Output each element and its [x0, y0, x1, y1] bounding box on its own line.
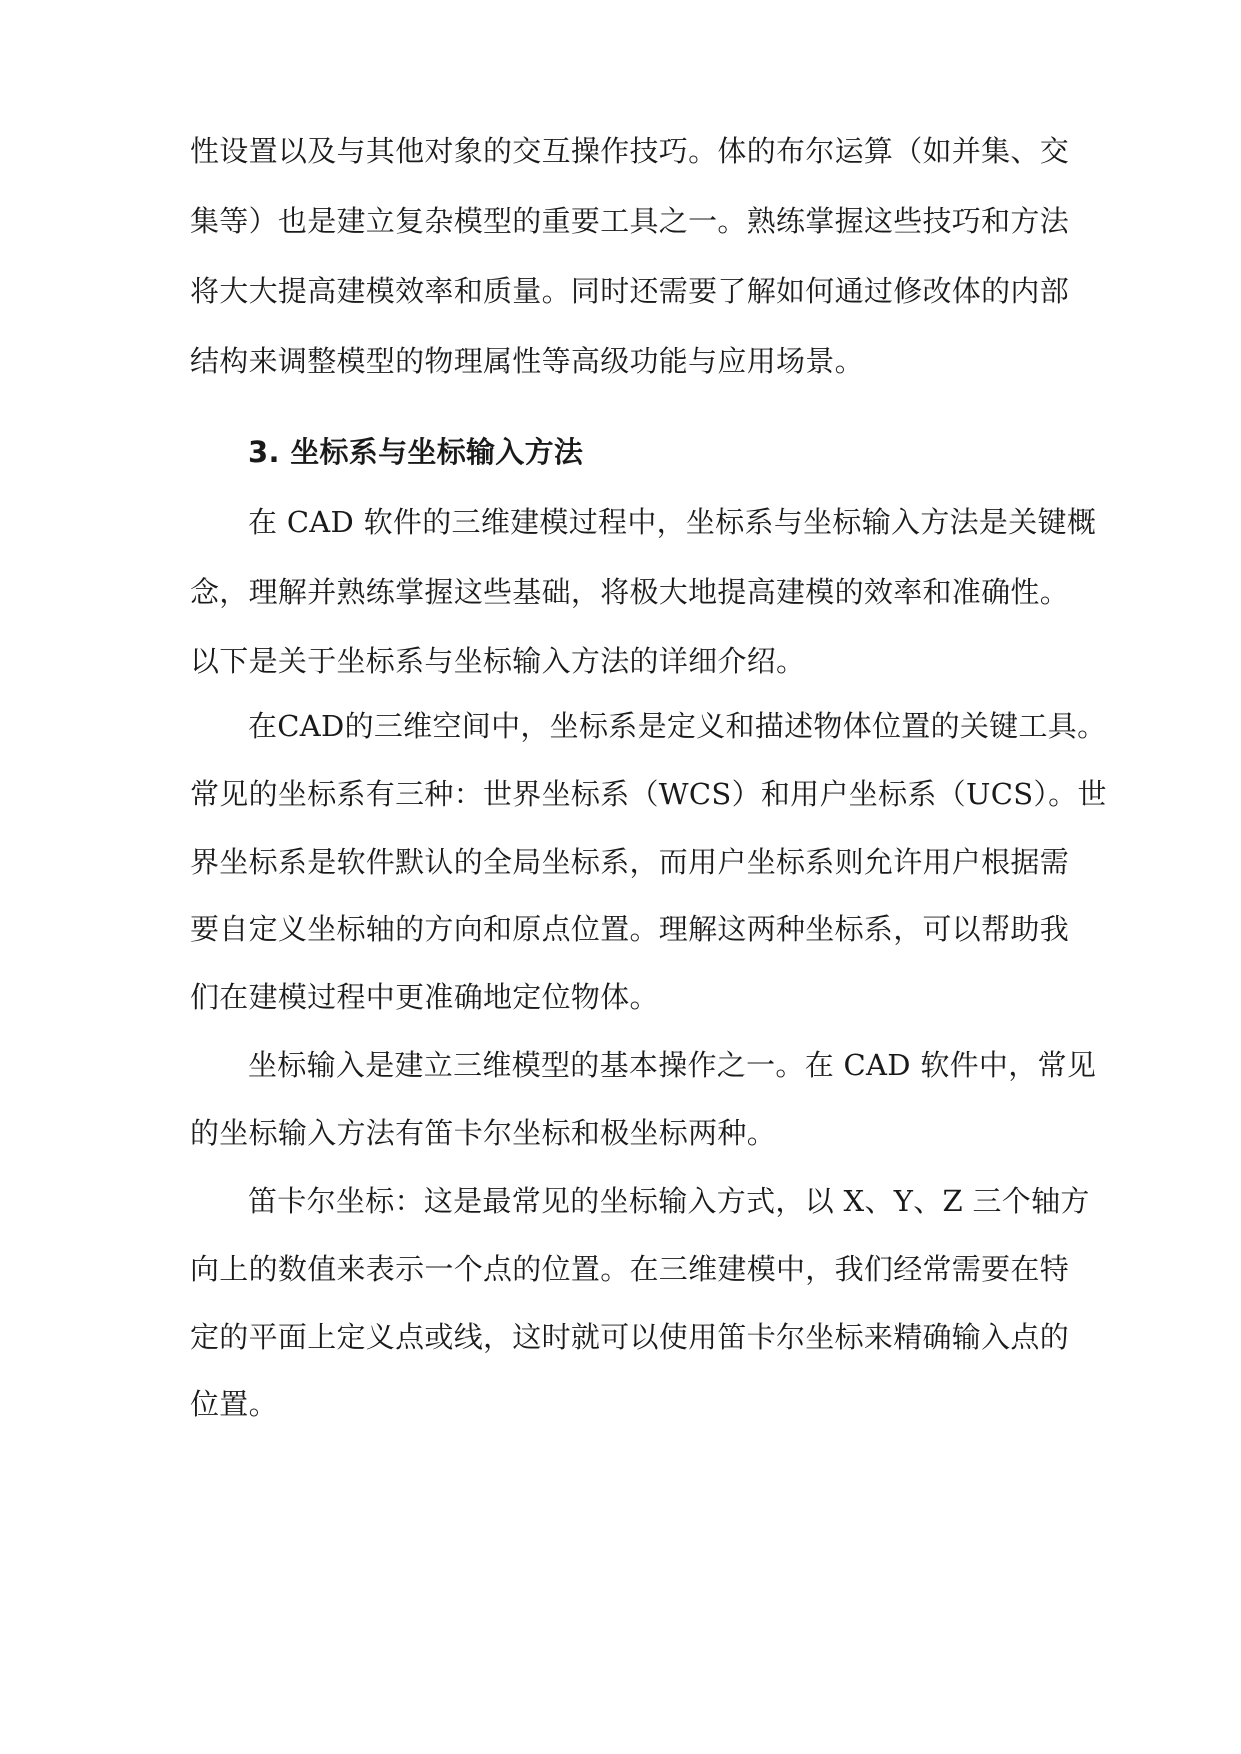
paragraph-3-line-1: 在CAD的三维空间中，坐标系是定义和描述物体位置的关键工具。 — [248, 709, 1107, 743]
paragraph-5-line-3: 定的平面上定义点或线，这时就可以使用笛卡尔坐标来精确输入点的 — [190, 1320, 1070, 1354]
paragraph-1-line-2: 集等）也是建立复杂模型的重要工具之一。熟练掌握这些技巧和方法 — [190, 204, 1070, 238]
paragraph-3-line-2: 常见的坐标系有三种：世界坐标系（WCS）和用户坐标系（UCS）。世 — [190, 777, 1107, 811]
paragraph-3-line-3: 界坐标系是软件默认的全局坐标系，而用户坐标系则允许用户根据需 — [190, 845, 1070, 879]
paragraph-3-line-4: 要自定义坐标轴的方向和原点位置。理解这两种坐标系，可以帮助我 — [190, 912, 1070, 946]
section-heading: 3. 坐标系与坐标输入方法 — [248, 435, 584, 469]
paragraph-2-line-1: 在 CAD 软件的三维建模过程中，坐标系与坐标输入方法是关键概 — [248, 505, 1097, 539]
paragraph-1-line-4: 结构来调整模型的物理属性等高级功能与应用场景。 — [190, 344, 864, 378]
paragraph-1-line-3: 将大大提高建模效率和质量。同时还需要了解如何通过修改体的内部 — [190, 274, 1070, 308]
paragraph-1-line-1: 性设置以及与其他对象的交互操作技巧。体的布尔运算（如并集、交 — [190, 134, 1070, 168]
paragraph-4-line-2: 的坐标输入方法有笛卡尔坐标和极坐标两种。 — [190, 1116, 777, 1150]
paragraph-5-line-2: 向上的数值来表示一个点的位置。在三维建模中，我们经常需要在特 — [190, 1252, 1070, 1286]
paragraph-3-line-5: 们在建模过程中更准确地定位物体。 — [190, 980, 659, 1014]
paragraph-2-line-3: 以下是关于坐标系与坐标输入方法的详细介绍。 — [190, 644, 806, 678]
paragraph-2-line-2: 念，理解并熟练掌握这些基础，将极大地提高建模的效率和准确性。 — [190, 575, 1070, 609]
paragraph-5-line-1: 笛卡尔坐标：这是最常见的坐标输入方式，以 X、Y、Z 三个轴方 — [248, 1184, 1090, 1218]
paragraph-5-line-4: 位置。 — [190, 1387, 278, 1421]
paragraph-4-line-1: 坐标输入是建立三维模型的基本操作之一。在 CAD 软件中，常见 — [248, 1048, 1097, 1082]
